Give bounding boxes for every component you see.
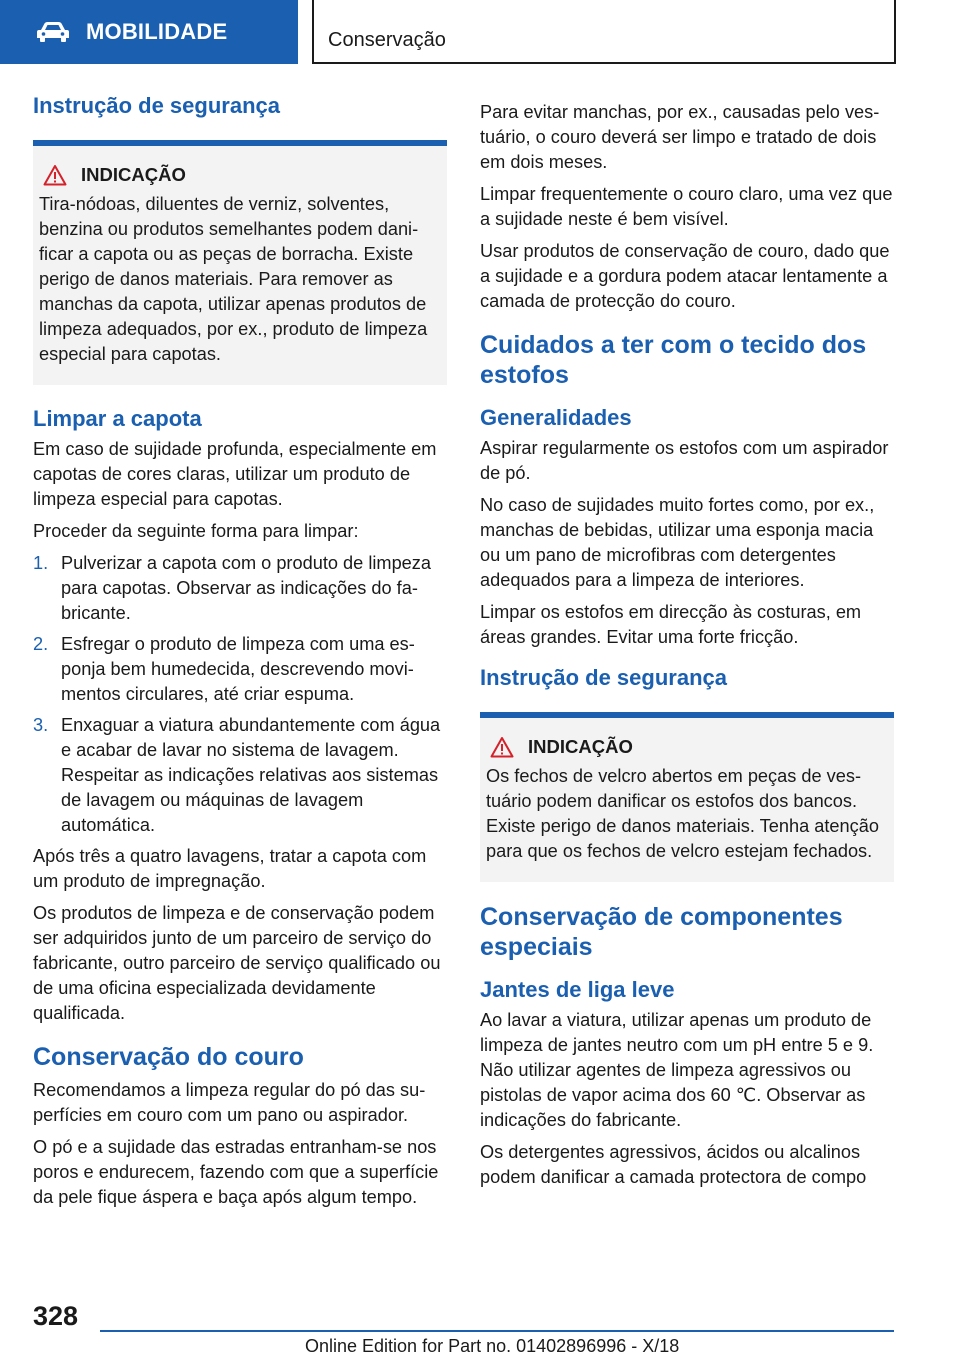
notice-text: Tira-nódoas, diluentes de verniz, solventes, benzina ou produtos semelhantes podem danificar a capota ou as peças de borracha. Existe perigo de danos materiais. Para remover as manchas da capota, utilizar apenas produtos de limpeza adequados, por ex., produto de limpeza especial para capotas. <box>39 194 428 364</box>
paragraph: Ao lavar a viatura, utilizar apenas um produto de limpeza de jantes neutro com um pH entre 5 e 9. Não utilizar agentes de limpeza agressivos ou pistolas de vapor acima dos 60 ℃. Observar as indicações do fabricante. <box>480 1010 874 1130</box>
heading-safety: Instrução de segurança <box>480 665 727 690</box>
paragraph: Aspirar regularmente os estofos com um aspirador de pó. <box>480 438 889 483</box>
chapter-title: Conservação <box>328 29 446 51</box>
chapter-header <box>312 0 896 64</box>
step-text: Enxaguar a viatura abundantemente com água e acabar de lavar no sistema de lavagem. Respeitar as indicações relativas aos sistemas de lavagem ou máquinas de lavagem automática. <box>61 715 441 835</box>
right-column <box>480 100 894 1197</box>
paragraph: Proceder da seguinte forma para limpar: <box>33 521 359 541</box>
footer-rule <box>100 1330 894 1332</box>
step-number: 3. <box>33 715 49 735</box>
edition-note: Online Edition for Part no. 01402896996 - X/18 <box>305 1336 680 1356</box>
notice-title: INDICAÇÃO <box>81 164 186 185</box>
paragraph: Para evitar manchas, por ex., causadas pelo vestuário, o couro deverá ser limpo e tratado de dois em dois meses. <box>480 102 880 172</box>
paragraph: Recomendamos a limpeza regular do pó das superfícies em couro com um pano ou aspirador. <box>33 1080 426 1125</box>
heading-clean-top: Limpar a capota <box>33 406 202 431</box>
paragraph: Os detergentes agressivos, ácidos ou alcalinos podem danificar a camada protectora de compo <box>480 1142 867 1187</box>
step-text: Esfregar o produto de limpeza com uma esponja bem humedecida, descrevendo movimentos circulares, até criar espuma. <box>61 634 415 704</box>
paragraph: Limpar os estofos em direcção às costuras, em áreas grandes. Evitar uma forte fricção. <box>480 602 862 647</box>
notice-header <box>486 736 886 758</box>
page-number: 328 <box>33 1301 79 1331</box>
heading-special-components: Conservação de componentes especiais <box>480 903 843 961</box>
list-item <box>33 713 447 838</box>
notice-box <box>33 140 447 385</box>
paragraph: O pó e a sujidade das estradas entranham-se nos poros e endurecem, fazendo com que a superfície da pele fique áspera e baça após algum tempo. <box>33 1137 439 1207</box>
heading-safety: Instrução de segurança <box>33 93 280 118</box>
notice-text: Os fechos de velcro abertos em peças de vestuário podem danificar os estofos dos bancos. Existe perigo de danos materiais. Tenha atenção para que os fechos de velcro estejam fechados. <box>486 766 879 861</box>
heading-upholstery-care: Cuidados a ter com o tecido dos estofos <box>480 331 867 389</box>
list-item <box>33 551 447 626</box>
step-number: 2. <box>33 634 49 654</box>
heading-leather-care: Conservação do couro <box>33 1043 304 1071</box>
paragraph: No caso de sujidades muito fortes como, por ex., manchas de bebidas, utilizar uma esponja macia ou um pano de microfibras com detergentes adequados para a limpeza de interiores. <box>480 495 875 590</box>
paragraph: Limpar frequentemente o couro claro, uma vez que a sujidade neste é bem visível. <box>480 184 893 229</box>
notice-title: INDICAÇÃO <box>528 736 633 757</box>
car-icon <box>36 21 70 43</box>
section-label: MOBILIDADE <box>86 19 228 44</box>
notice-box <box>480 712 894 882</box>
left-column <box>33 92 447 1217</box>
paragraph: Usar produtos de conservação de couro, dado que a sujidade e a gordura podem atacar lentamente a camada de protecção do couro. <box>480 241 890 311</box>
section-tab <box>0 0 298 64</box>
warning-triangle-icon <box>490 736 514 758</box>
notice-header <box>39 164 439 186</box>
paragraph: Os produtos de limpeza e de conservação podem ser adquiridos junto de um parceiro de serviço do fabricante, outro parceiro de serviço qualificado ou de uma oficina especializada devidamente qualificada. <box>33 903 441 1023</box>
paragraph: Em caso de sujidade profunda, especialmente em capotas de cores claras, utilizar um produto de limpeza especial para capotas. <box>33 439 437 509</box>
list-item <box>33 632 447 707</box>
heading-alloy-wheels: Jantes de liga leve <box>480 977 675 1002</box>
step-text: Pulverizar a capota com o produto de limpeza para capotas. Observar as indicações do fabricante. <box>61 553 432 623</box>
paragraph: Após três a quatro lavagens, tratar a capota com um produto de impregnação. <box>33 846 427 891</box>
step-number: 1. <box>33 553 49 573</box>
steps-list <box>33 551 447 838</box>
warning-triangle-icon <box>43 164 67 186</box>
heading-general: Generalidades <box>480 405 632 430</box>
